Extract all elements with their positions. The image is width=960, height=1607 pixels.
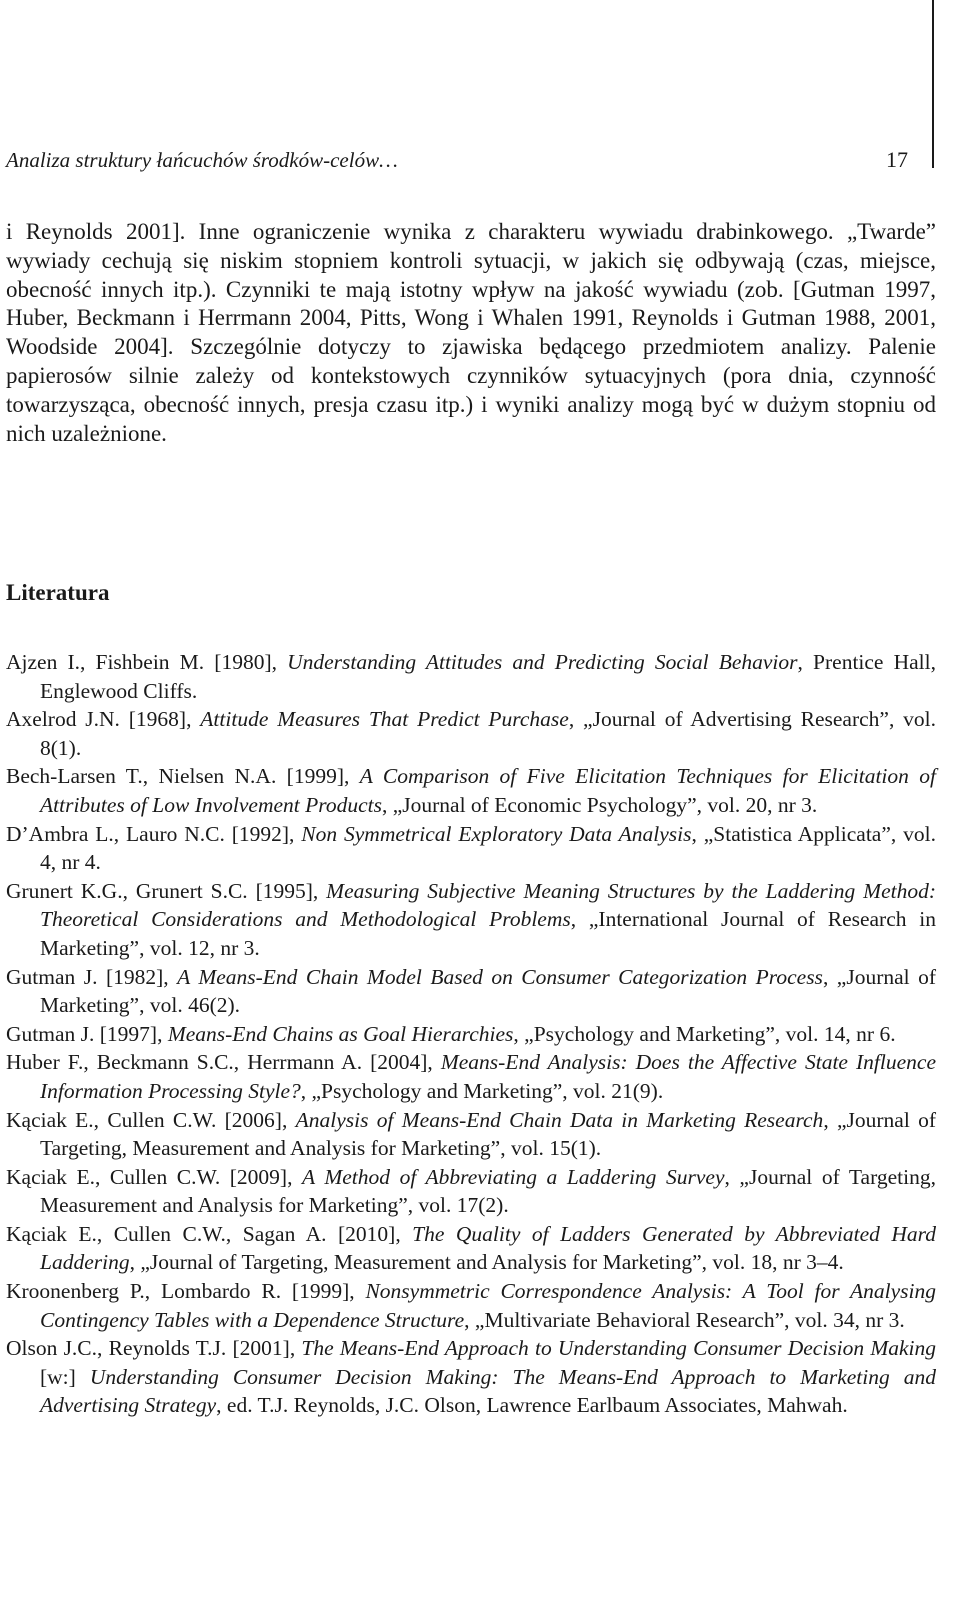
page-header — [6, 140, 908, 180]
reference-entry: Huber F., Beckmann S.C., Herrmann A. [2004], Means-End Analysis: Does the Affective State Influence Information Processing Style?, „Psychology and Marketing”, vol. 21(9). — [6, 1050, 936, 1103]
reference-entry: Ajzen I., Fishbein M. [1980], Understanding Attitudes and Predicting Social Behavior, Prentice Hall, Englewood Cliffs. — [6, 650, 936, 703]
reference-entry: Grunert K.G., Grunert S.C. [1995], Measuring Subjective Meaning Structures by the Laddering Method: Theoretical Considerations and Methodological Problems, „International Journal of Research in Marketing”, vol. 12, nr 3. — [6, 878, 936, 960]
reference-list — [6, 648, 936, 1420]
body-text — [6, 218, 936, 448]
reference-entry: Gutman J. [1997], Means-End Chains as Goal Hierarchies, „Psychology and Marketing”, vol. 14, nr 6. — [6, 1021, 896, 1046]
reference-entry: Olson J.C., Reynolds T.J. [2001], The Means-End Approach to Understanding Consumer Decision Making [w:] Understanding Consumer Decision Making: The Means-End Approach to Marketing and Advertising Strategy, ed. T.J. Reynolds, J.C. Olson, Lawrence Earlbaum Associates, Mahwah. — [6, 1336, 937, 1418]
page-number: 17 — [886, 147, 908, 172]
reference-entry: Bech-Larsen T., Nielsen N.A. [1999], A Comparison of Five Elicitation Techniques for Elicitation of Attributes of Low Involvement Products, „Journal of Economic Psychology”, vol. 20, nr 3. — [6, 764, 936, 817]
reference-entry: Kąciak E., Cullen C.W. [2009], A Method of Abbreviating a Laddering Survey, „Journal of Targeting, Measurement and Analysis for Marketing”, vol. 17(2). — [6, 1164, 936, 1218]
reference-entry: Gutman J. [1982], A Means-End Chain Model Based on Consumer Categorization Process, „Journal of Marketing”, vol. 46(2). — [6, 964, 936, 1018]
section-heading: Literatura — [6, 580, 110, 605]
reference-entry: Kroonenberg P., Lombardo R. [1999], Nonsymmetric Correspondence Analysis: A Tool for Analysing Contingency Tables with a Dependence Structure, „Multivariate Behavioral Research”, vol. 34, nr 3. — [6, 1279, 936, 1332]
running-title: Analiza struktury łańcuchów środków-celów… — [6, 147, 398, 172]
reference-entry: D’Ambra L., Lauro N.C. [1992], Non Symmetrical Exploratory Data Analysis, „Statistica Applicata”, vol. 4, nr 4. — [6, 821, 936, 875]
paragraph: i Reynolds 2001]. Inne ograniczenie wynika z charakteru wywiadu drabinkowego. „Twarde” wywiady cechują się niskim stopniem kontroli sytuacji, w jakich się odbywają (czas, miejsce, obecność innych itp.). Czynniki te mają istotny wpływ na jakość wywiadu (zob. [Gutman 1997, Huber, Beckmann i Herrmann 2004, Pitts, Wong i Whalen 1991, Reynolds i Gutman 1988, 2001, Woodside 2004]. Szczególnie dotyczy to zjawiska będącego przedmiotem analizy. Palenie papierosów silnie zależy od kontekstowych czynników sytuacyjnych (pora dnia, czynność towarzysząca, obecność innych, presja czasu itp.) i wyniki analizy mogą być w dużym stopniu od nich uzależnione. — [6, 219, 936, 446]
margin-rule — [932, 0, 934, 168]
reference-entry: Kąciak E., Cullen C.W., Sagan A. [2010], The Quality of Ladders Generated by Abbreviated Hard Laddering, „Journal of Targeting, Measurement and Analysis for Marketing”, vol. 18, nr 3–4. — [6, 1221, 936, 1275]
reference-entry: Kąciak E., Cullen C.W. [2006], Analysis of Means-End Chain Data in Marketing Research, „Journal of Targeting, Measurement and Analysis for Marketing”, vol. 15(1). — [6, 1107, 936, 1161]
reference-entry: Axelrod J.N. [1968], Attitude Measures That Predict Purchase, „Journal of Advertising Research”, vol. 8(1). — [6, 707, 936, 760]
